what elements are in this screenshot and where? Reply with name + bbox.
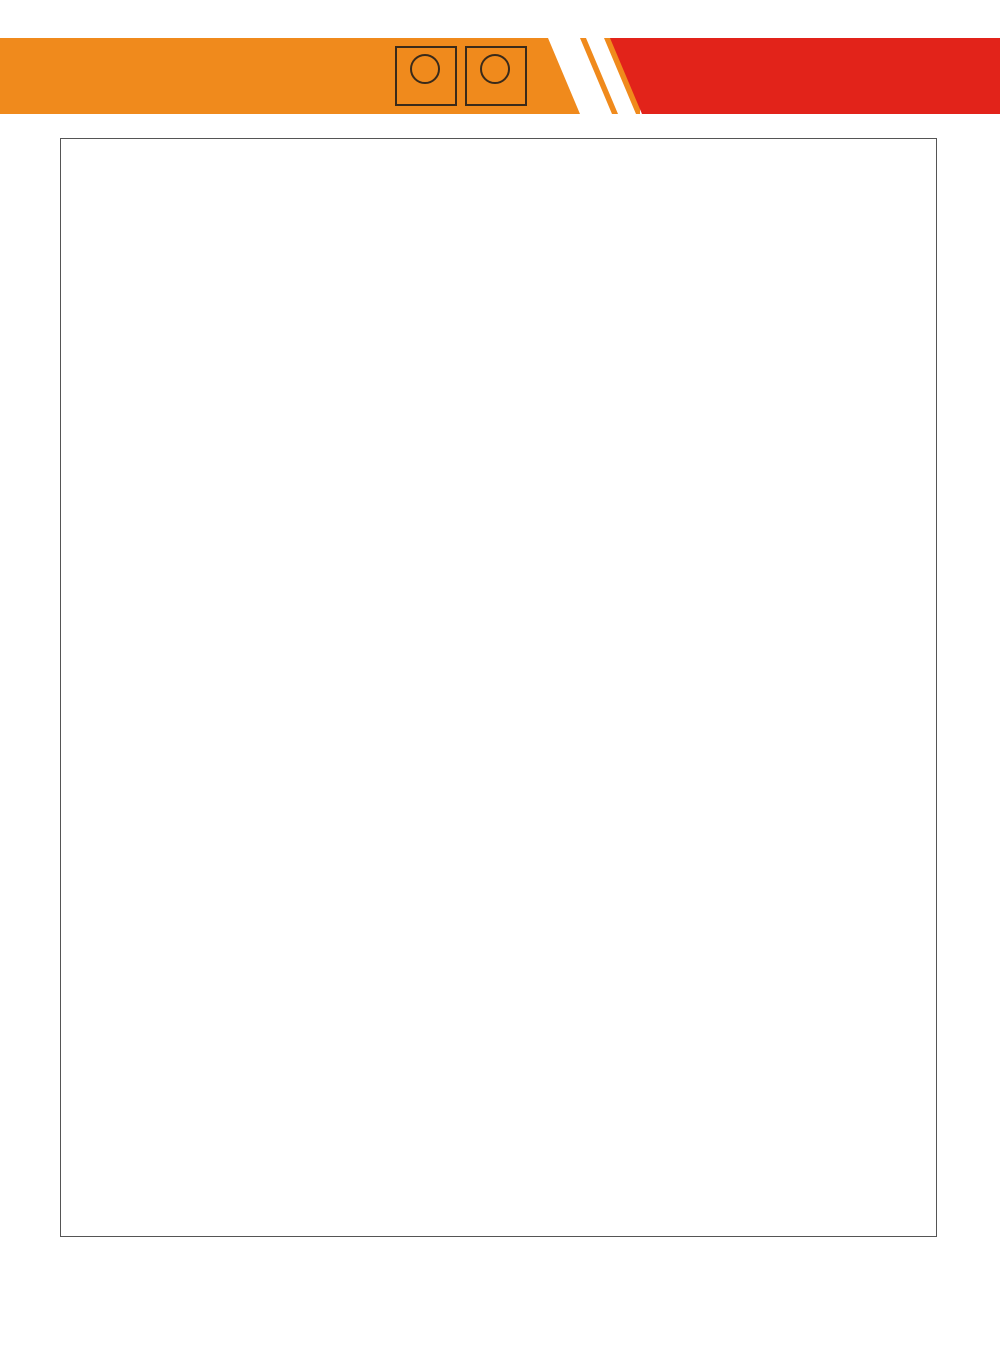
cqm-q-logo xyxy=(465,46,527,106)
cqm-r-logo xyxy=(395,46,457,106)
header-band xyxy=(0,38,1000,114)
profile-table xyxy=(60,138,937,1237)
